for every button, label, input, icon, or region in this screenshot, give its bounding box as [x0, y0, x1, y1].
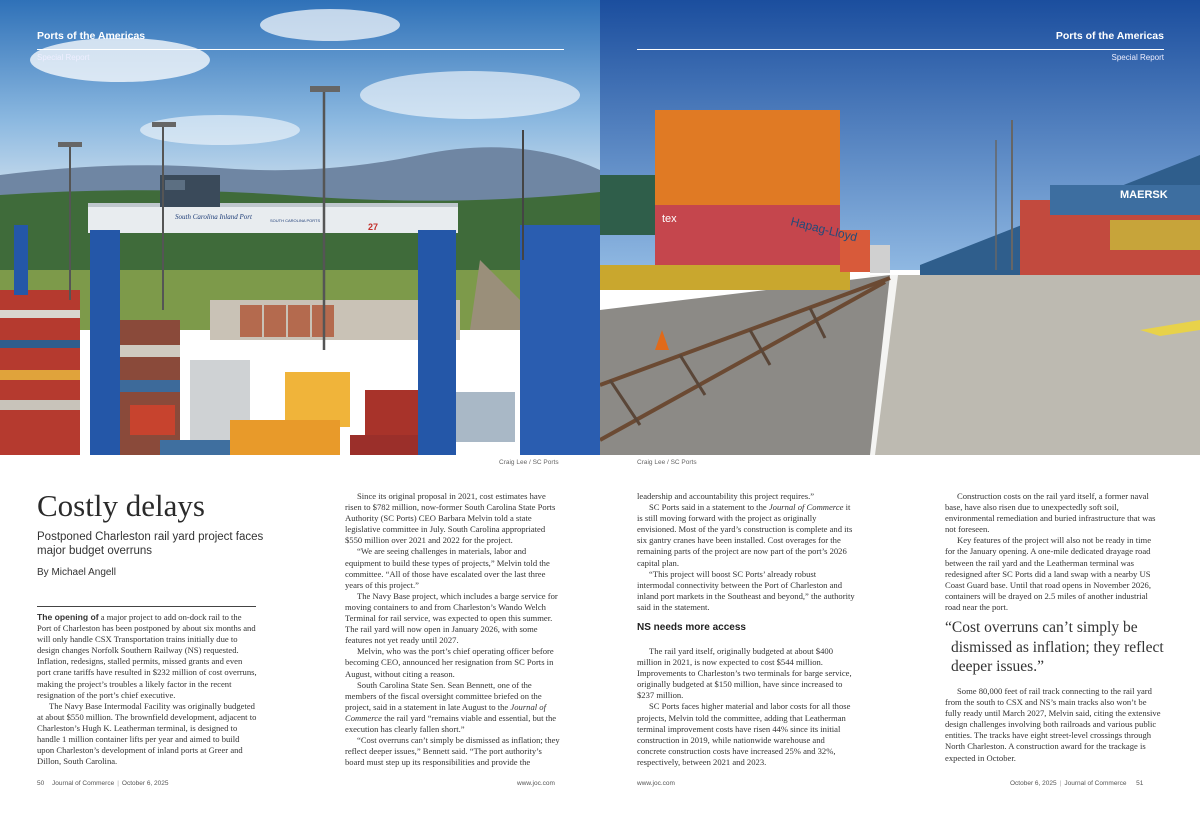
section-subtitle: Special Report	[37, 53, 90, 62]
crane-number: 27	[368, 222, 379, 232]
paragraph: The rail yard itself, originally budgeted at about $400 million in 2021, is now expected to cost $544 million. Improvements to Charleston’s two terminals for barge service, originally budgeted at $150 million, have since increased to $237 million.	[637, 646, 852, 701]
headline: Costly delays	[37, 488, 205, 523]
inland-port-photo	[0, 0, 600, 455]
section-subtitle: Special Report	[1111, 53, 1164, 62]
rail-yard-photo	[600, 0, 1200, 455]
column-2	[345, 491, 563, 768]
paragraph: Since its original proposal in 2021, cost estimates have risen to $782 million, now-former South Carolina State Ports Authority (SC Ports) CEO Barbara Melvin told a state legislative committee in July. South Carolina appropriated $550 million over 2021 and 2022 for the project.	[345, 491, 556, 546]
section-header-right	[637, 30, 1164, 62]
paragraph: leadership and accountability this project requires.”	[637, 491, 815, 501]
publication-name: Journal of Commerce	[52, 780, 115, 787]
section-name: Ports of the Americas	[37, 30, 146, 42]
paragraph: SC Ports said in a statement to the Journal of Commerce it is still moving forward with the project as originally envisioned. Most of the yard’s construction is complete and its six gantry cranes have been installed. Cost overages for the remaining parts of the project are now part of the port’s 2026 capital plan.	[637, 502, 853, 568]
lead-in: The opening of	[37, 612, 99, 622]
paragraph: Key features of the project will also not be ready in time for the January opening. A one-mile dedicated drayage road between the rail yard and the Leatherman terminal was redesigned after SC Ports did a land swap with a nearby US Coast Guard base. Until that road opens in November 2026, containers will be drayed on 2.5 miles of another industrial road near the port.	[945, 535, 1152, 612]
paragraph: “Cost overruns can’t simply be dismissed as inflation; they reflect deeper issues,” Bennett said. “The port authority’s board must step up its responsibilities and provide the	[345, 735, 560, 768]
page-number: 50	[37, 780, 45, 787]
tex-logo: tex	[662, 213, 677, 225]
photo-credit-right: Craig Lee / SC Ports	[637, 459, 697, 466]
subhead: NS needs more access	[637, 622, 746, 633]
hapag-lloyd-logo: Hapag-Lloyd	[789, 214, 859, 245]
paragraph: South Carolina State Sen. Sean Bennett, one of the members of the fiscal oversight committee briefed on the project, said in a statement in late August to the Journal of Commerce the rail yard “remains viable and essential, but the execution has clearly fallen short.”	[345, 679, 557, 734]
paragraph: Melvin, who was the port’s chief operating officer before becoming CEO, announced her resignation from SC Ports in August, without citing a reason.	[345, 646, 554, 679]
inland-port-illustration	[0, 0, 600, 455]
rail-yard-illustration	[600, 0, 1200, 455]
maersk-logo: MAERSK	[1120, 189, 1168, 201]
issue-date: October 6, 2025	[121, 780, 169, 787]
issue-date: October 6, 2025	[1010, 780, 1057, 787]
header-rule	[637, 49, 1164, 50]
paragraph: “This project will boost SC Ports’ already robust intermodal connectivity between the Port of Charleston and inland port markets in the Southeast and beyond,” the authority said in the statement.	[637, 568, 855, 612]
publication-name: Journal of Commerce	[1064, 780, 1127, 787]
folio-left: 50 Journal of Commerce | October 6, 2025	[37, 780, 169, 787]
section-name: Ports of the Americas	[1055, 30, 1164, 42]
paragraph: “We are seeing challenges in materials, labor and equipment to build these types of projects,” Melvin told the committee. “All of those have escalated over the last three years of this project.”	[345, 546, 550, 590]
crane-sign-logo: SOUTH CAROLINA PORTS	[270, 218, 321, 223]
website-right[interactable]: www.joc.com	[637, 780, 675, 787]
paragraph: SC Ports faces higher material and labor costs for all those projects, Melvin told the committee, adding that Leatherman terminal improvement costs have risen 44% since its initial construction in 2019, while nationwide warehouse and concrete construction costs have increased 25% and 32%, respectively, between 2021 and 2023.	[637, 701, 851, 767]
page-number: 51	[1136, 780, 1144, 787]
byline: By Michael Angell	[37, 567, 116, 578]
paragraph: The opening of a major project to add on-dock rail to the Port of Charleston has been postponed by about six months and will only handle CSX Transportation trains initially due to design changes Norfolk Southern Railway (NS) requested. Inflation, redesigns, stalled permits, missed grants and even port crane tariffs have resulted in $232 million of cost overruns, making the project’s troubles a likely factor in the recent resignation of the port’s chief executive.	[37, 612, 257, 700]
paragraph: The Navy Base Intermodal Facility was originally budgeted at about $550 million. The brownfield development, adjacent to Charleston’s Hugh K. Leatherman terminal, is designed to handle 1 million container lifts per year and aimed to build upon Charleston’s development of inland ports at Greer and Dillon, South Carolina.	[37, 700, 257, 767]
website-left[interactable]: www.joc.com	[517, 780, 555, 787]
paragraph: Construction costs on the rail yard itself, a former naval base, have also risen due to unexpectedly soft soil, environmental remediation and buried infrastructure that was not foreseen.	[945, 491, 1156, 535]
column-1	[37, 612, 257, 767]
section-header-left	[37, 30, 564, 62]
deck: Postponed Charleston rail yard project faces major budget overruns	[37, 531, 264, 557]
crane-sign-text: South Carolina Inland Port	[175, 213, 252, 221]
column-4-continued	[945, 686, 1163, 764]
pull-quote: “Cost overruns can’t simply be dismissed as inflation; they reflect deeper issues.”	[945, 619, 1164, 675]
byline-rule	[37, 606, 256, 607]
paragraph: The Navy Base project, which includes a barge service for moving containers to and from Charleston’s Wando Welch Terminal for rail service, was expected to open this summer. The rail yard will now open in January 2026, with some features not yet ready until 2027.	[345, 590, 558, 646]
paragraph: Some 80,000 feet of rail track connecting to the rail yard from the south to CSX and NS’s main tracks also won’t be fully ready until March 2027, Melvin said, citing the extensive design challenges involving both railroads and various public entities. The tracks have eight street-level crossings through North Charleston. A construction award for the trackage is expected in October.	[945, 686, 1161, 763]
column-4	[945, 491, 1163, 613]
folio-right: October 6, 2025 | Journal of Commerce 51	[1010, 780, 1144, 787]
column-3	[637, 491, 855, 613]
column-3-continued	[637, 646, 855, 768]
header-rule	[37, 49, 564, 50]
photo-credit-left: Craig Lee / SC Ports	[499, 459, 559, 466]
